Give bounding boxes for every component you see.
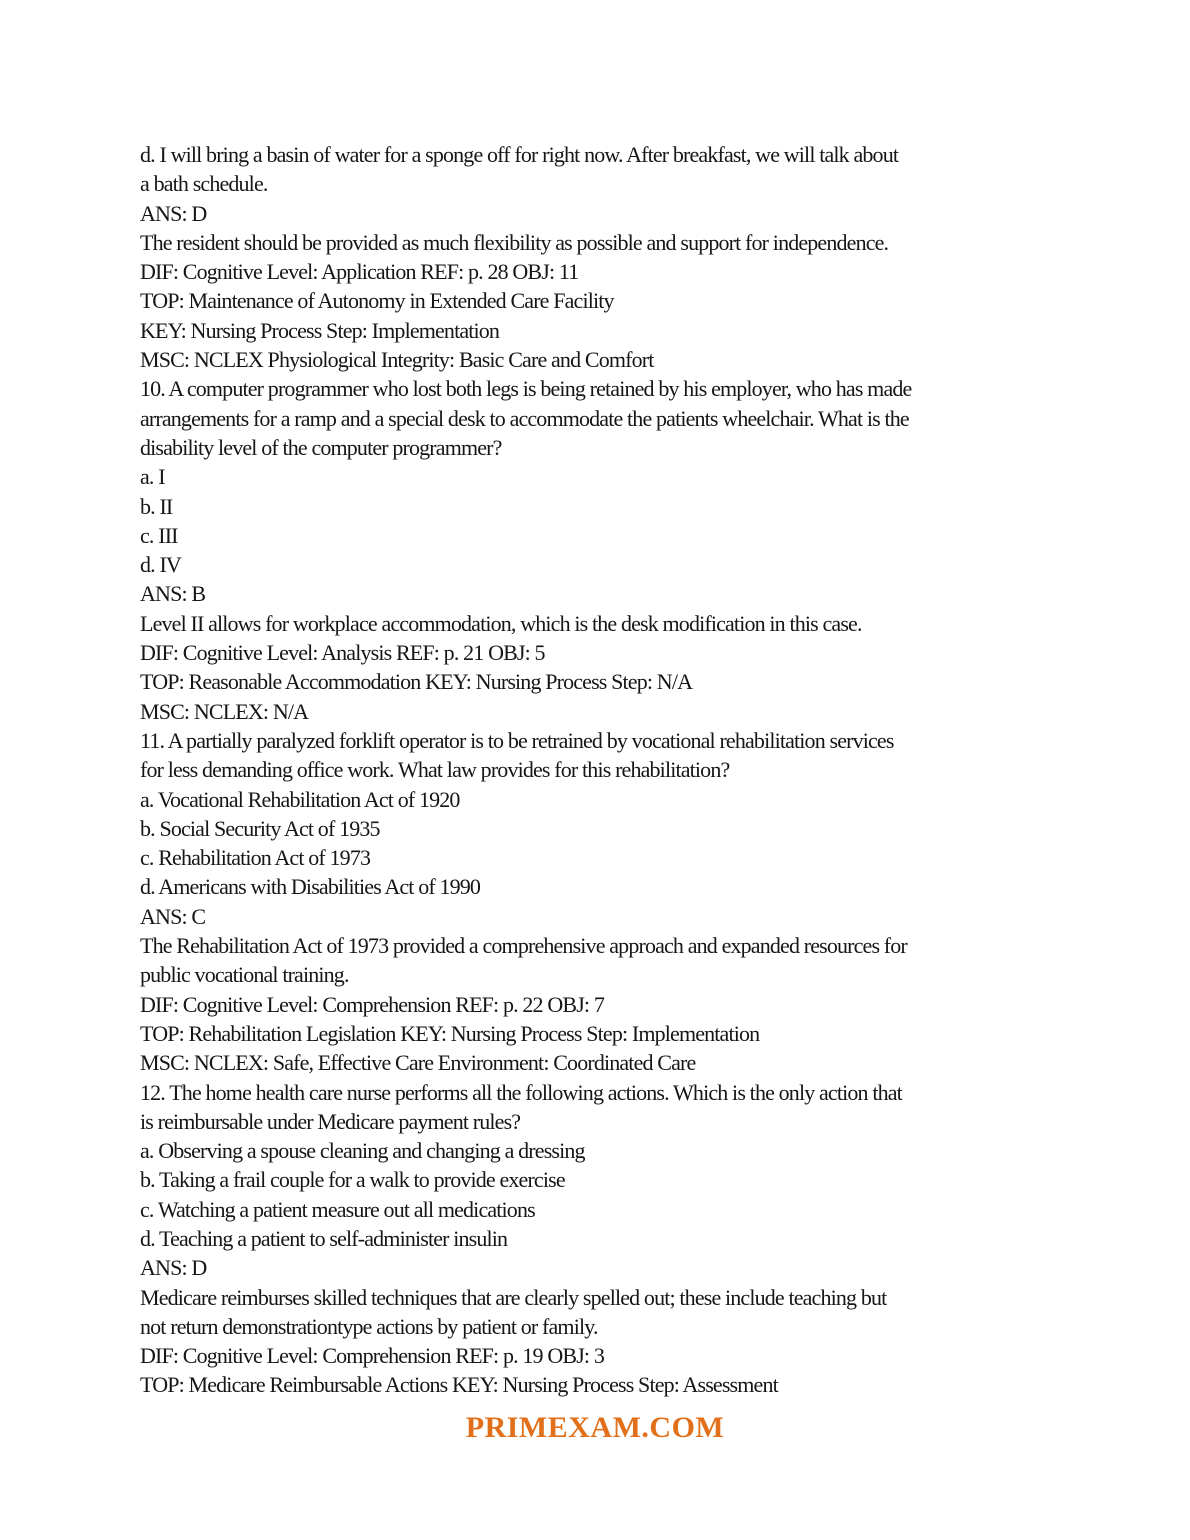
text-line: c. Rehabilitation Act of 1973 [140, 845, 371, 871]
text-line: is reimbursable under Medicare payment rules? [140, 1108, 521, 1134]
text-line: MSC: NCLEX: Safe, Effective Care Environment: Coordinated Care [140, 1050, 696, 1076]
text-line: b. Social Security Act of 1935 [140, 815, 380, 841]
text-line: ANS: D [140, 1255, 207, 1281]
text-line: TOP: Rehabilitation Legislation KEY: Nursing Process Step: Implementation [140, 1020, 760, 1046]
text-line: d. Americans with Disabilities Act of 1990 [140, 874, 481, 900]
text-line: TOP: Reasonable Accommodation KEY: Nursing Process Step: N/A [140, 669, 693, 695]
text-line: public vocational training. [140, 962, 349, 988]
text-line: DIF: Cognitive Level: Application REF: p. 28 OBJ: 11 [140, 259, 579, 285]
text-line: b. Taking a frail couple for a walk to provide exercise [140, 1167, 565, 1193]
text-line: Level II allows for workplace accommodation, which is the desk modification in this case. [140, 610, 862, 636]
text-line: The Rehabilitation Act of 1973 provided a comprehensive approach and expanded resources for [140, 933, 907, 959]
document-text [140, 140, 1120, 1400]
text-line: d. IV [140, 552, 181, 578]
text-line: a. Observing a spouse cleaning and changing a dressing [140, 1138, 585, 1164]
footer-brand: PRIMEXAM.COM [465, 1411, 725, 1444]
text-line: 10. A computer programmer who lost both legs is being retained by his employer, who has made [140, 376, 912, 402]
text-line: KEY: Nursing Process Step: Implementation [140, 317, 500, 343]
text-line: 11. A partially paralyzed forklift operator is to be retrained by vocational rehabilitation services [140, 727, 894, 753]
text-line: d. I will bring a basin of water for a sponge off for right now. After breakfast, we will talk about [140, 142, 899, 167]
text-line: 12. The home health care nurse performs all the following actions. Which is the only action that [140, 1079, 902, 1105]
text-line: b. II [140, 493, 173, 519]
text-line: a. I [140, 464, 165, 490]
text-line: TOP: Medicare Reimbursable Actions KEY: Nursing Process Step: Assessment [140, 1372, 778, 1398]
text-line: DIF: Cognitive Level: Comprehension REF: p. 22 OBJ: 7 [140, 991, 604, 1017]
text-line: TOP: Maintenance of Autonomy in Extended Care Facility [140, 288, 614, 314]
text-line: ANS: D [140, 200, 207, 226]
text-line: MSC: NCLEX: N/A [140, 698, 309, 724]
text-line: disability level of the computer programmer? [140, 434, 502, 460]
text-line: Medicare reimburses skilled techniques that are clearly spelled out; these include teaching but [140, 1284, 887, 1310]
text-line: DIF: Cognitive Level: Analysis REF: p. 21 OBJ: 5 [140, 640, 545, 666]
text-line: not return demonstrationtype actions by patient or family. [140, 1313, 598, 1339]
text-line: ANS: C [140, 903, 206, 929]
text-line: ANS: B [140, 581, 206, 607]
text-line: The resident should be provided as much flexibility as possible and support for independence. [140, 229, 889, 255]
text-line: DIF: Cognitive Level: Comprehension REF: p. 19 OBJ: 3 [140, 1343, 604, 1369]
text-line: a bath schedule. [140, 171, 268, 197]
text-line: MSC: NCLEX Physiological Integrity: Basic Care and Comfort [140, 347, 654, 373]
text-line: a. Vocational Rehabilitation Act of 1920 [140, 786, 460, 812]
text-line: d. Teaching a patient to self-administer insulin [140, 1225, 508, 1251]
text-line: c. Watching a patient measure out all medications [140, 1196, 535, 1222]
text-line: arrangements for a ramp and a special desk to accommodate the patients wheelchair. What is the [140, 405, 909, 431]
text-line: for less demanding office work. What law provides for this rehabilitation? [140, 757, 730, 783]
text-line: c. III [140, 522, 178, 548]
